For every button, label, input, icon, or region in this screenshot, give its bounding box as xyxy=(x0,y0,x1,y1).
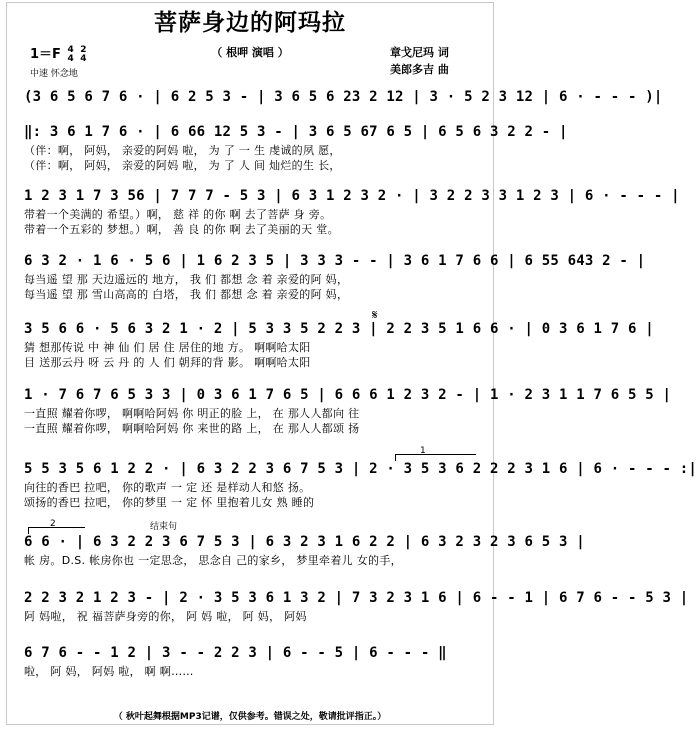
lyric-verse-1: 阿 妈啦， 祝 福菩萨身旁的你， 阿 妈 啦， 阿 妈， 阿妈 xyxy=(24,610,307,623)
score-system-7 xyxy=(24,531,585,568)
song-title: 菩萨身边的阿玛拉 xyxy=(154,10,346,36)
lyric-verse-2: 一直照 耀着你啰， 啊啊哈阿妈 你 来世的路 上， 在 那人人都颂 扬 xyxy=(24,422,360,435)
notation-line: 5 5 3 5 6 1 2 2 · | 6 3 2 2 3 6 7 5 3 | 2 · 3 5 3 6 2 2 2 3 1 6 | 6 · - - - :| xyxy=(24,461,697,477)
score-system-2 xyxy=(24,185,680,237)
tempo-marking: 中速 怀念地 xyxy=(30,69,78,79)
score-system-9 xyxy=(24,642,478,679)
lyric-verse-2: 目 送那云丹 呀 云 丹 的 人 们 朝拜的背 影。 啊啊哈太阳 xyxy=(24,356,311,369)
key-signature xyxy=(30,43,87,64)
lyric-verse-1: 向往的香巴 拉吧， 你的歌声 一 定 还 是样动人和悠 扬。 xyxy=(24,481,311,494)
lyricist-credit: 章戈尼玛 词 xyxy=(390,46,449,59)
score-system-intro xyxy=(24,86,663,108)
score-system-6 xyxy=(24,458,697,510)
time-signature-2-4: 2 4 xyxy=(80,44,87,64)
notation-line: 6 3 2 · 1 6 · 5 6 | 1 6 2 3 5 | 3 3 3 - - | 3 6 1 7 6 6 | 6 55 643 2 - | xyxy=(24,253,646,269)
volta-1-label: 1 xyxy=(420,446,426,456)
lyric-verse-1: 猜 想那传说 中 神 仙 们 居 住 居住的地 方。 啊啊哈太阳 xyxy=(24,341,311,354)
notation-line: 2 2 3 2 1 2 3 - | 2 · 3 5 3 6 1 3 2 | 7 3 2 3 1 6 | 6 - - 1 | 6 7 6 - - 5 3 | xyxy=(24,590,689,606)
notation-line: ‖: 3 6 1 7 6 · | 6 66 12 5 3 - | 3 6 5 67 6 5 | 6 5 6 3 2 2 - | xyxy=(24,124,568,140)
time-signature-4-4: 4 4 xyxy=(67,44,74,64)
lyric-verse-1: 啦， 阿 妈， 阿妈 啦， 啊 啊…… xyxy=(24,665,194,678)
score-system-8 xyxy=(24,587,689,624)
notation-line: (3 6 5 6 7 6 · | 6 2 5 3 - | 3 6 5 6 23 2 12 | 3 · 5 2 3 12 | 6 · - - - )| xyxy=(24,89,663,105)
score-system-1 xyxy=(24,121,568,173)
end-phrase-label: 结束句 xyxy=(150,522,178,532)
lyric-verse-1: （伴：啊， 阿妈， 亲爱的阿妈 啦， 为 了 一 生 虔诚的夙 愿， xyxy=(24,144,341,157)
notation-line: 6 7 6 - - 1 2 | 3 - - 2 2 3 | 6 - - 5 | 6 - - - ‖ xyxy=(24,645,447,661)
lyric-verse-2: 颂扬的香巴 拉吧， 你的梦里 一 定 怀 里抱着儿女 熟 睡的 xyxy=(24,496,315,509)
volta-2-label: 2 xyxy=(50,519,56,529)
score-system-4 xyxy=(24,318,654,370)
notation-line: 1 2 3 1 7 3 56 | 7 7 7 - 5 3 | 6 3 1 2 3 2 · | 3 2 2 3 3 1 2 3 | 6 · - - - | xyxy=(24,188,680,204)
notation-line: 1 · 7 6 7 6 5 3 3 | 0 3 6 1 7 6 5 | 6 6 6 1 2 3 2 - | 1 · 2 3 1 1 7 6 5 5 | xyxy=(24,387,672,403)
notation-line: 3 5 6 6 · 5 6 3 2 1 · 2 | 5 3 3 5 2 2 3 | 2 2 3 5 1 6 6 · | 0 3 6 1 7 6 | xyxy=(24,321,654,337)
singer-credit: （ 根呷 演唱 ） xyxy=(211,46,289,59)
lyric-verse-2: 带着一个五彩的 梦想。）啊， 善 良 的你 啊 去了美丽的天 堂。 xyxy=(24,223,339,236)
score-system-3 xyxy=(24,250,646,302)
composer-credit: 美郎多吉 曲 xyxy=(390,63,449,76)
lyric-verse-2: 每当遥 望 那 雪山高高的 白塔， 我 们 都想 念 着 亲爱的阿 妈， xyxy=(24,288,349,301)
score-system-5 xyxy=(24,384,672,436)
segno-mark: 𝄋 xyxy=(372,308,378,323)
key-label: 1＝F xyxy=(30,47,61,62)
transcriber-note: （ 秋叶起舞根据MP3记谱，仅供参考。错误之处，敬请批评指正。） xyxy=(113,712,387,722)
lyric-verse-1: 带着一个美满的 希望。）啊， 慈 祥 的你 啊 去了菩萨 身 旁。 xyxy=(24,208,332,221)
lyric-verse-1: 一直照 耀着你啰， 啊啊哈阿妈 你 明正的脸 上， 在 那人人都向 往 xyxy=(24,407,360,420)
lyric-verse-1: 每当遥 望 那 天边遥远的 地方， 我 们 都想 念 着 亲爱的阿 妈， xyxy=(24,273,349,286)
notation-line: 6 6 · | 6 3 2 2 3 6 7 5 3 | 6 3 2 3 1 6 2 2 | 6 3 2 3 2 3 6 5 3 | xyxy=(24,534,585,550)
lyric-verse-2: （伴：啊， 阿妈， 亲爱的阿妈 啦， 为 了 人 间 灿烂的生 长， xyxy=(24,159,341,172)
lyric-verse-1: 帐 房。D.S. 帐房你也 一定思念， 思念自 己的家乡， 梦里牵着儿 女的手， xyxy=(24,554,402,567)
